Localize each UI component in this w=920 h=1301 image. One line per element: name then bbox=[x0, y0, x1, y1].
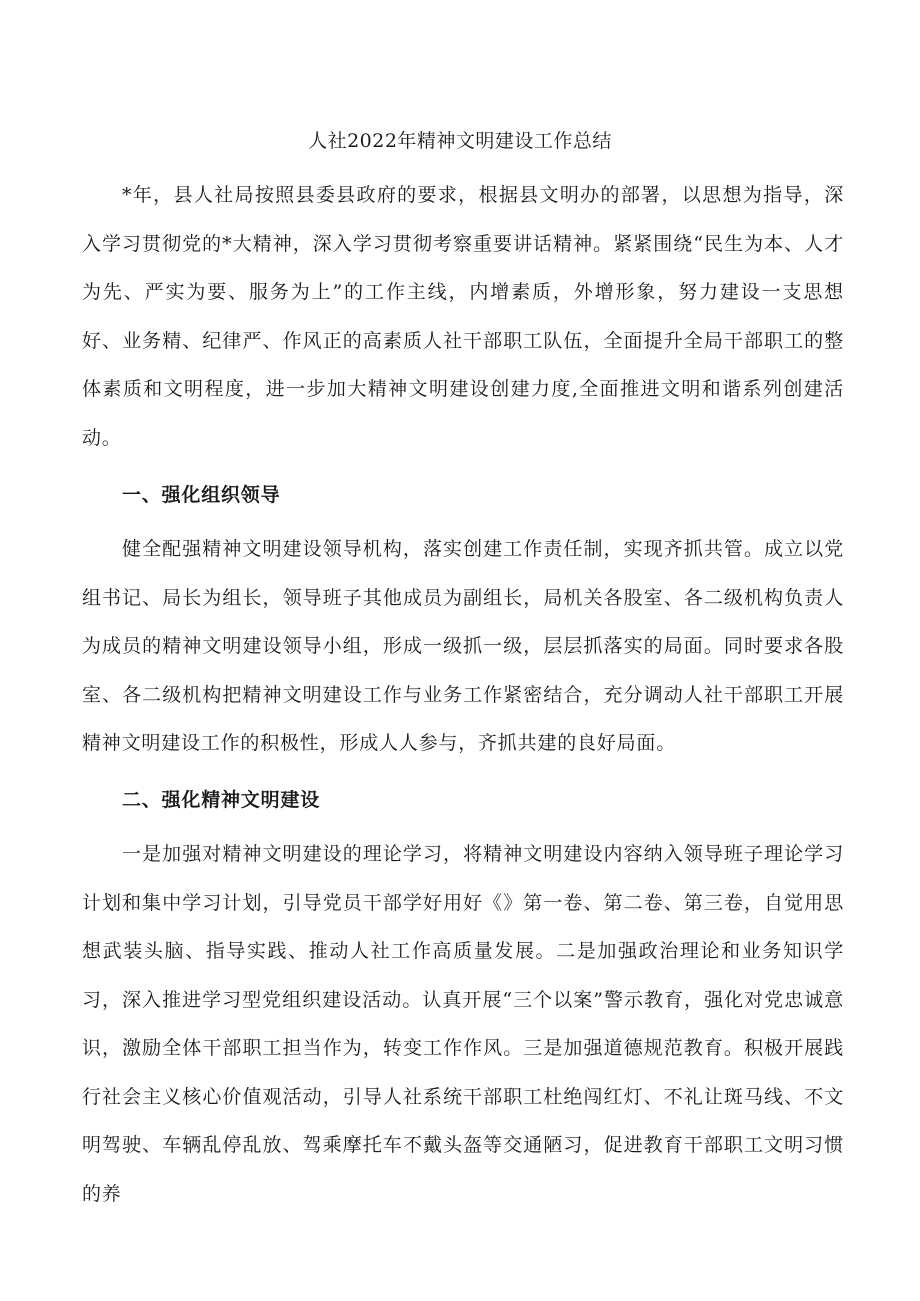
section-1-heading: 一、强化组织领导 bbox=[122, 484, 281, 506]
document-title: 人社2022年精神文明建设工作总结 bbox=[308, 130, 612, 152]
section-1-paragraph: 健全配强精神文明建设领导机构，落实创建工作责任制，实现齐抓共管。成立以党组书记、局长为组长，领导班子其他成员为副组长，局机关各股室、各二级机构负责人为成员的精神文明建设领导小组，形成一级抓一级，层层抓落实的局面。同时要求各股室、各二级机构把精神文明建设工作与业务工作紧密结合，充分调动人社干部职工开展精神文明建设工作的积极性，形成人人参与，齐抓共建的良好局面。 bbox=[82, 538, 844, 754]
intro-paragraph: *年，县人社局按照县委县政府的要求，根据县文明办的部署，以思想为指导，深入学习贯彻党的*大精神，深入学习贯彻考察重要讲话精神。紧紧围绕“民生为本、人才为先、严实为要、服务为上”的工作主线，内增素质，外增形象，努力建设一支思想好、业务精、纪律严、作风正的高素质人社干部职工队伍，全面提升全局干部职工的整体素质和文明程度，进一步加大精神文明建设创建力度,全面推进文明和谐系列创建活动。 bbox=[82, 184, 844, 449]
section-2-paragraph: 一是加强对精神文明建设的理论学习，将精神文明建设内容纳入领导班子理论学习计划和集中学习计划，引导党员干部学好用好《》第一卷、第二卷、第三卷，自觉用思想武装头脑、指导实践、推动人社工作高质量发展。二是加强政治理论和业务知识学习，深入推进学习型党组织建设活动。认真开展“三个以案”警示教育，强化对党忠诚意识，激励全体干部职工担当作为，转变工作作风。三是加强道德规范教育。积极开展践行社会主义核心价值观活动，引导人社系统干部职工杜绝闯红灯、不礼让斑马线、不文明驾驶、车辆乱停乱放、驾乘摩托车不戴头盔等交通陋习，促进教育干部职工文明习惯的养 bbox=[82, 843, 844, 1205]
section-2-heading: 二、强化精神文明建设 bbox=[122, 789, 321, 811]
